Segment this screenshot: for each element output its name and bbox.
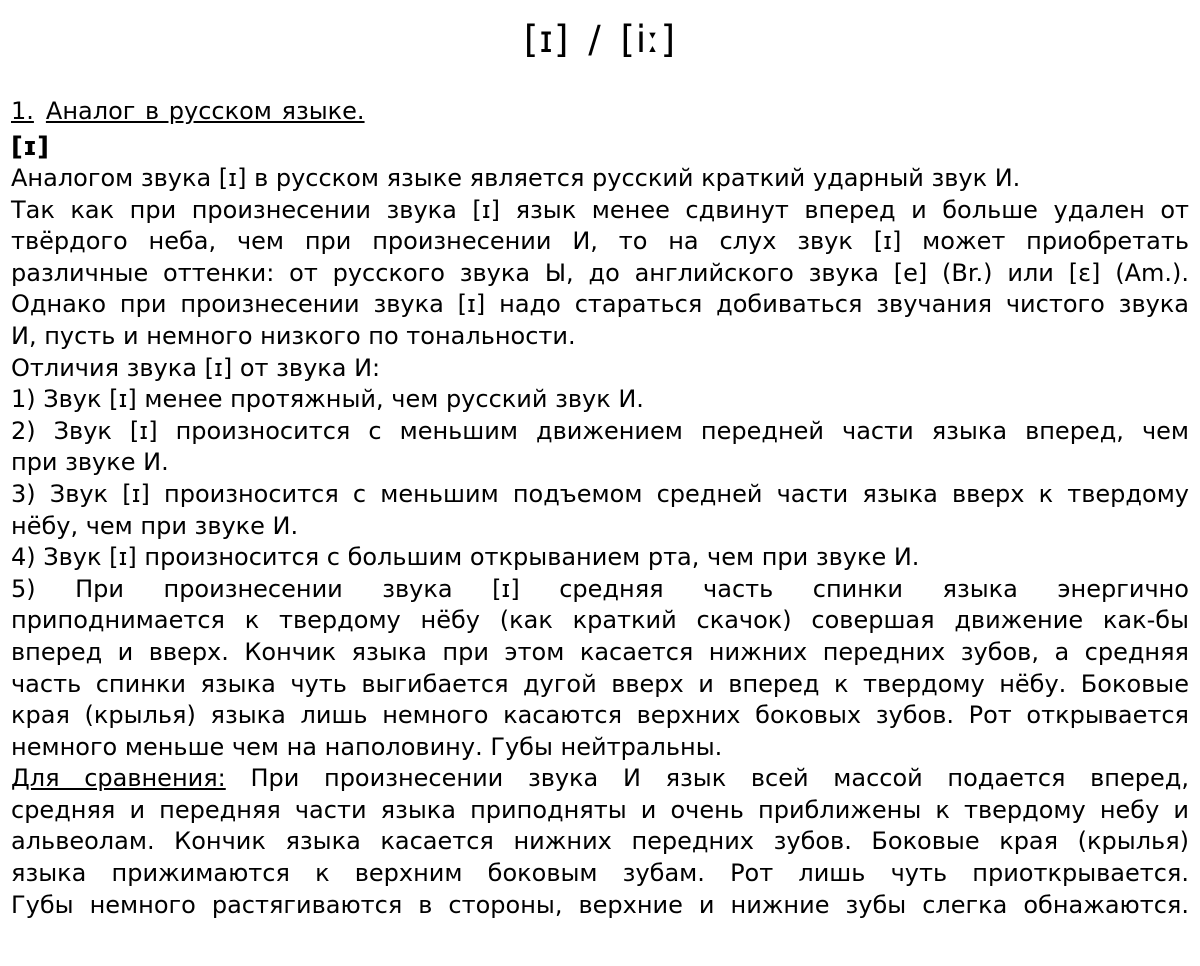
text-line: Отличия звука [ɪ] от звука И: [11,353,381,382]
text-line: края (крылья) языка лишь немного касаются верхних боковых зубов. Рот открывается [11,701,1189,730]
section-number: 1. [11,97,34,125]
list-item: 1) Звук [ɪ] менее протяжный, чем русский звук И. [11,385,644,414]
text-line: часть спинки языка чуть выгибается дугой вверх и вперед к твердому нёбу. Боковые [11,669,1189,698]
text-line: Губы немного растягиваются в стороны, верхние и нижние зубы слегка обнажаются. [11,890,1189,919]
text-line: И, пусть и немного низкого по тональности. [11,321,576,350]
text-line: Однако при произнесении звука [ɪ] надо стараться добиваться звучания чистого звука [11,290,1189,319]
text-line: твёрдого неба, чем при произнесении И, то на слух звук [ɪ] может приобретать [11,227,1189,256]
body-text [11,163,1189,921]
text-line: немного меньше чем на наполовину. Губы нейтральны. [11,732,723,761]
phoneme-heading: [ɪ] [11,132,49,162]
text-line: различные оттенки: от русского звука Ы, до английского звука [e] (Br.) или [ɛ] (Am.). [11,258,1189,287]
text-line: Так как при произнесении звука [ɪ] язык менее сдвинут вперед и больше удален от [11,195,1189,224]
document-page [11,0,1189,921]
text-line: языка прижимаются к верхним боковым зубам. Рот лишь чуть приоткрывается. [11,859,1189,888]
text-line: средняя и передняя части языка приподняты и очень приближены к твердому небу и [11,795,1189,824]
list-item: 3) Звук [ɪ] произносится с меньшим подъемом средней части языка вверх к твердому [11,479,1189,508]
text-line: нёбу, чем при звуке И. [11,511,299,540]
page-title: [ɪ] / [iː] [523,18,677,61]
text-line: приподнимается к твердому нёбу (как краткий скачок) совершая движение как-бы [11,606,1189,635]
text-line: альвеолам. Кончик языка касается нижних передних зубов. Боковые края (крылья) [11,827,1189,856]
comparison-label: Для сравнения: [11,764,226,793]
list-item: 4) Звук [ɪ] произносится с большим открыванием рта, чем при звуке И. [11,543,920,572]
text-line: Аналогом звука [ɪ] в русском языке является русский краткий ударный звук И. [11,164,1021,192]
list-item: 2) Звук [ɪ] произносится с меньшим движением передней части языка вперед, чем [11,416,1189,445]
text-line: при звуке И. [11,448,169,477]
section-heading [11,95,1189,127]
comparison-first-line [11,763,1189,795]
text-line: вперед и вверх. Кончик языка при этом касается нижних передних зубов, а средняя [11,637,1189,666]
list-item: 5) При произнесении звука [ɪ] средняя часть спинки языка энергично [11,574,1189,603]
section-label: Аналог в русском языке. [45,97,365,125]
comparison-first-line-text: При произнесении звука И язык всей массой подается вперед, [225,764,1189,793]
